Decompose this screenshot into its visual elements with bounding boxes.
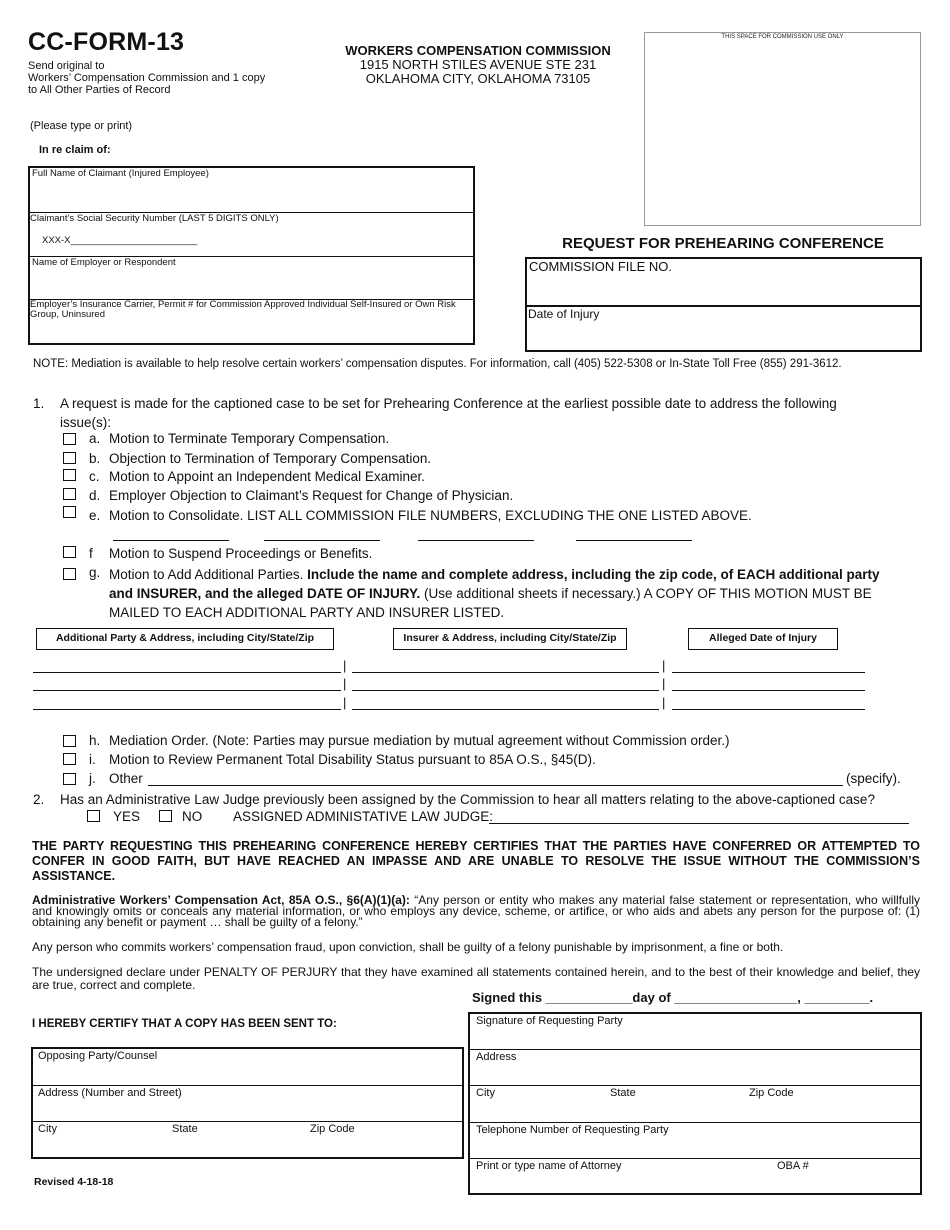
checkbox-j[interactable] — [63, 773, 76, 785]
party-line[interactable] — [33, 709, 341, 710]
item-g-line — [109, 565, 929, 584]
item-letter: b. — [89, 451, 101, 466]
item-g-text-part: Motion to Add Additional Parties. — [109, 567, 308, 582]
please-type-note: (Please type or print) — [30, 120, 133, 132]
item-letter: i. — [89, 752, 96, 767]
specify-label: (specify). — [846, 771, 901, 786]
send-line: to All Other Parties of Record — [28, 84, 171, 96]
item-letter: h. — [89, 733, 101, 748]
telephone-label: Telephone Number of Requesting Party — [476, 1124, 669, 1136]
item-g-bold-part: and INSURER, and the alleged DATE OF INJURY. — [109, 586, 421, 601]
in-re-label: In re claim of: — [39, 144, 111, 156]
item-g-text — [109, 565, 929, 622]
signed-date-line[interactable]: Signed this ____________day of _________________, _________. — [472, 990, 874, 1005]
item-letter: d. — [89, 488, 101, 503]
attorney-field[interactable] — [470, 1159, 920, 1193]
act-statement — [32, 895, 920, 928]
item-letter: g. — [89, 565, 101, 580]
checkbox-yes[interactable] — [87, 810, 100, 822]
attorney-label: Print or type name of Attorney — [476, 1160, 622, 1172]
opposing-party-field[interactable] — [33, 1049, 462, 1086]
checkbox-g[interactable] — [63, 568, 76, 580]
item-letter: a. — [89, 431, 101, 446]
item-g-bold-part: Include the name and complete address, including the zip code, of EACH additional party — [307, 567, 880, 582]
column-header-insurer: Insurer & Address, including City/State/Zip — [393, 628, 627, 650]
zip-label: Zip Code — [310, 1123, 355, 1135]
assigned-judge-line[interactable] — [489, 823, 909, 824]
checkbox-h[interactable] — [63, 735, 76, 747]
injury-date-line[interactable] — [672, 690, 865, 691]
copy-sent-heading: I HEREBY CERTIFY THAT A COPY HAS BEEN SENT TO: — [32, 1018, 337, 1030]
requesting-party-box — [468, 1012, 922, 1195]
perjury-statement: The undersigned declare under PENALTY OF PERJURY that they have examined all statements contained herein, and to the best of their knowledge and belief, they are true, correct and complete. — [32, 965, 920, 992]
checkbox-i[interactable] — [63, 753, 76, 765]
consolidate-file-number-line[interactable] — [113, 540, 229, 541]
injury-date-line[interactable] — [672, 709, 865, 710]
column-header-date: Alleged Date of Injury — [688, 628, 838, 650]
date-of-injury-label: Date of Injury — [528, 307, 600, 321]
assigned-judge-label: ASSIGNED ADMINISTATIVE LAW JUDGE: — [233, 809, 494, 824]
insurer-line[interactable] — [352, 672, 659, 673]
column-separator: | — [662, 695, 666, 710]
column-header-party: Additional Party & Address, including City/State/Zip — [36, 628, 334, 650]
carrier-field[interactable] — [30, 300, 473, 343]
item-i-text: Motion to Review Permanent Total Disability Status pursuant to 85A O.S., §45(D). — [109, 752, 596, 767]
fraud-statement: Any person who commits workers’ compensation fraud, upon conviction, shall be guilty of a felony punishable by imprisonment, a fine or both. — [32, 940, 784, 954]
opposing-address-field[interactable] — [33, 1086, 462, 1122]
column-separator: | — [343, 676, 347, 691]
signature-label: Signature of Requesting Party — [476, 1015, 623, 1027]
commission-use-label: THIS SPACE FOR COMMISSION USE ONLY — [721, 34, 844, 40]
item-c-text: Motion to Appoint an Independent Medical Examiner. — [109, 469, 425, 484]
state-label: State — [172, 1123, 198, 1135]
file-info-box — [525, 257, 922, 352]
act-text: “Any person or entity who makes any material false statement or representation, who willfully and knowingly omits or conceals any material information, or who employs any device, scheme, or artifice, or who aids and abets any person for the purpose of: (1) obtaining any benefit or payment … shall be guilty of a felony.” — [32, 893, 921, 929]
item-j-text: Other — [109, 771, 143, 786]
consolidate-file-number-line[interactable] — [418, 540, 534, 541]
commission-file-no-field[interactable] — [527, 259, 920, 307]
other-specify-line[interactable] — [148, 785, 843, 786]
form-title: CC-FORM-13 — [28, 28, 185, 56]
section-2-text: Has an Administrative Law Judge previously been assigned by the Commission to hear all matters relating to the above-captioned case? — [60, 792, 875, 807]
send-line: Workers’ Compensation Commission and 1 copy — [28, 72, 266, 84]
party-line[interactable] — [33, 690, 341, 691]
agency-name: WORKERS COMPENSATION COMMISSION — [345, 43, 611, 58]
item-e-text: Motion to Consolidate. LIST ALL COMMISSION FILE NUMBERS, EXCLUDING THE ONE LISTED ABOVE. — [109, 508, 752, 523]
certification-statement: THE PARTY REQUESTING THIS PREHEARING CONFERENCE HEREBY CERTIFIES THAT THE PARTIES HAVE CONFERRED OR ATTEMPTED TO CONFER IN GOOD FAITH, BUT HAVE REACHED AN IMPASSE AND ARE UNABLE TO RESOLVE THE ISSUE WITHOUT THE COMMISSION’S ASSISTANCE. — [32, 839, 920, 883]
request-title: REQUEST FOR PREHEARING CONFERENCE — [562, 235, 884, 252]
consolidate-file-number-line[interactable] — [576, 540, 692, 541]
party-line[interactable] — [33, 672, 341, 673]
checkbox-e[interactable] — [63, 506, 76, 518]
checkbox-no[interactable] — [159, 810, 172, 822]
employer-label: Name of Employer or Respondent — [32, 257, 176, 268]
opposing-city-state-zip-field[interactable] — [33, 1122, 462, 1159]
column-separator: | — [662, 676, 666, 691]
item-letter: e. — [89, 508, 101, 523]
item-letter: c. — [89, 469, 100, 484]
section-1-number: 1. — [33, 396, 45, 411]
item-letter: j. — [89, 771, 96, 786]
injury-date-line[interactable] — [672, 672, 865, 673]
state-label: State — [610, 1087, 636, 1099]
requesting-city-state-zip-field[interactable] — [470, 1086, 920, 1123]
consolidate-file-number-line[interactable] — [264, 540, 380, 541]
checkbox-c[interactable] — [63, 469, 76, 481]
carrier-label: Employer’s Insurance Carrier, Permit # for Commission Approved Individual Self-Insured or Own Risk Group, Uninsured — [30, 299, 456, 320]
ssn-label: Claimant’s Social Security Number (LAST 5 DIGITS ONLY) — [30, 213, 279, 224]
telephone-field[interactable] — [470, 1123, 920, 1159]
column-separator: | — [662, 658, 666, 673]
city-label: City — [476, 1087, 495, 1099]
insurer-line[interactable] — [352, 709, 659, 710]
date-of-injury-field[interactable] — [527, 307, 920, 321]
requesting-address-label: Address — [476, 1051, 517, 1063]
item-g-line — [109, 584, 929, 603]
no-label: NO — [182, 809, 203, 824]
mediation-note: NOTE: Mediation is available to help resolve certain workers’ compensation disputes. For information, call (405) 522-5308 or In-State Toll Free (855) 291-3612. — [33, 358, 842, 370]
column-separator: | — [343, 658, 347, 673]
checkbox-a[interactable] — [63, 433, 76, 445]
zip-label: Zip Code — [749, 1087, 794, 1099]
oba-label: OBA # — [777, 1160, 809, 1172]
revision-date: Revised 4-18-18 — [34, 1176, 114, 1188]
ssn-value: XXX-X________________________ — [42, 235, 198, 246]
item-a-text: Motion to Terminate Temporary Compensation. — [109, 431, 390, 446]
item-g-line: MAILED TO EACH ADDITIONAL PARTY AND INSURER LISTED. — [109, 605, 505, 620]
item-f-text: Motion to Suspend Proceedings or Benefits. — [109, 546, 373, 561]
city-label: City — [38, 1123, 57, 1135]
yes-label: YES — [113, 809, 141, 824]
agency-address-line: 1915 NORTH STILES AVENUE STE 231 — [359, 57, 597, 72]
claimant-name-field[interactable] — [30, 168, 473, 213]
section-2-number: 2. — [33, 792, 45, 807]
act-title: Administrative Workers’ Compensation Act, 85A O.S., §6(A)(1)(a): — [32, 893, 410, 907]
opposing-party-box — [31, 1047, 464, 1159]
agency-address-line: OKLAHOMA CITY, OKLAHOMA 73105 — [365, 71, 591, 86]
commission-file-no-label: COMMISSION FILE NO. — [529, 259, 673, 274]
item-g-text-part: (Use additional sheets if necessary.) A COPY OF THIS MOTION MUST BE — [420, 586, 872, 601]
checkbox-b[interactable] — [63, 452, 76, 464]
agency-address — [318, 44, 638, 86]
send-line: Send original to — [28, 60, 105, 72]
checkbox-f[interactable] — [63, 546, 76, 558]
send-instructions — [28, 60, 308, 96]
ssn-field[interactable] — [30, 213, 473, 257]
insurer-line[interactable] — [352, 690, 659, 691]
section-1-text — [60, 394, 930, 432]
section-1-line: issue(s): — [60, 415, 112, 430]
item-d-text: Employer Objection to Claimant’s Request for Change of Physician. — [109, 488, 514, 503]
section-1-line: A request is made for the captioned case to be set for Prehearing Conference at the earliest possible date to address the following — [60, 396, 837, 411]
claim-info-box — [28, 166, 475, 345]
employer-field[interactable] — [30, 257, 473, 300]
item-b-text: Objection to Termination of Temporary Compensation. — [109, 451, 432, 466]
claimant-name-label: Full Name of Claimant (Injured Employee) — [32, 168, 209, 179]
commission-use-box — [644, 32, 921, 226]
signature-field[interactable] — [470, 1014, 920, 1050]
column-separator: | — [343, 695, 347, 710]
requesting-address-field[interactable] — [470, 1050, 920, 1086]
opposing-party-label: Opposing Party/Counsel — [38, 1050, 158, 1062]
checkbox-d[interactable] — [63, 488, 76, 500]
item-letter: f — [89, 546, 93, 561]
item-h-text: Mediation Order. (Note: Parties may pursue mediation by mutual agreement without Commission order.) — [109, 733, 730, 748]
opposing-address-label: Address (Number and Street) — [38, 1087, 182, 1099]
